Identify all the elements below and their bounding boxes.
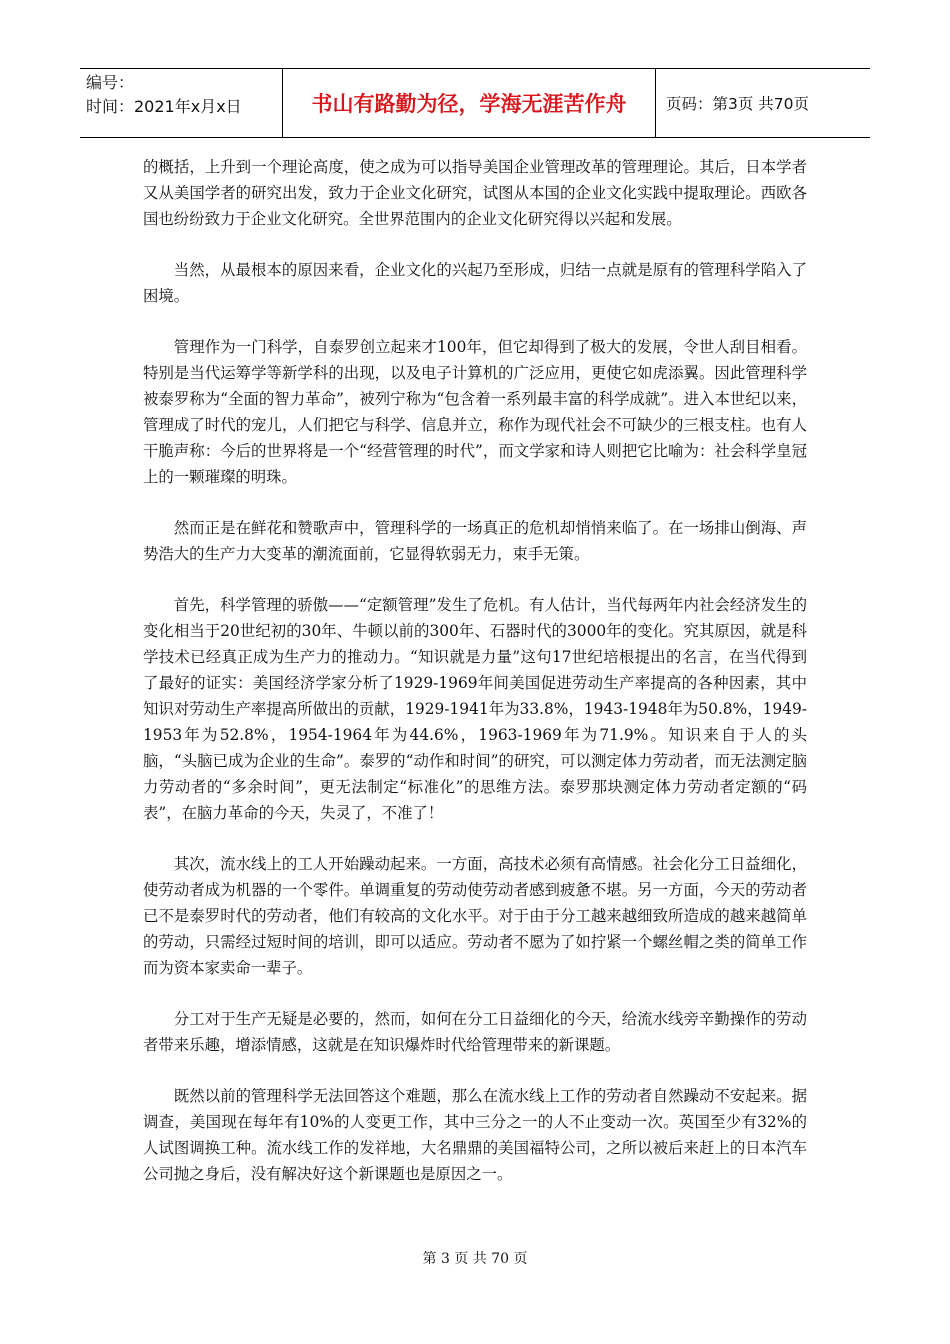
paragraph-2: 当然，从最根本的原因来看，企业文化的兴起乃至形成，归结一点就是原有的管理科学陷入了困境。 xyxy=(143,261,807,305)
header-motto: 书山有路勤为径，学海无涯苦作舟 xyxy=(282,69,656,137)
paragraph-3: 管理作为一门科学，自泰罗创立起来才100年，但它却得到了极大的发展，令世人刮目相看。特别是当代运筹学等新学科的出现，以及电子计算机的广泛应用，更使它如虎添翼。因此管理科学被泰罗称为“全面的智力革命”，被列宁称为“包含着一系列最丰富的科学成就”。进入本世纪以来，管理成了时代的宠儿，人们把它与科学、信息并立，称作为现代社会不可缺少的三根支柱。也有人干脆声称：今后的世界将是一个“经营管理的时代”，而文学家和诗人则把它比喻为：社会科学皇冠上的一颗璀璨的明珠。 xyxy=(143,338,807,486)
document-body xyxy=(143,154,807,1187)
paragraph-7: 分工对于生产无疑是必要的，然而，如何在分工日益细化的今天，给流水线旁辛勤操作的劳动者带来乐趣，增添情感，这就是在知识爆炸时代给管理带来的新课题。 xyxy=(143,1010,807,1054)
paragraph-8: 既然以前的管理科学无法回答这个难题，那么在流水线上工作的劳动者自然躁动不安起来。据调查，美国现在每年有10%的人变更工作，其中三分之一的人不止变动一次。英国至少有32%的人试图调换工种。流水线工作的发祥地，大名鼎鼎的美国福特公司，之所以被后来赶上的日本汽车公司抛之身后，没有解决好这个新课题也是原因之一。 xyxy=(143,1087,807,1183)
header-meta xyxy=(80,69,282,137)
page-footer: 第 3 页 共 70 页 xyxy=(422,1251,528,1267)
document-date: 时间：2021年x月x日 xyxy=(86,97,242,116)
paragraph-6: 其次，流水线上的工人开始躁动起来。一方面，高技术必须有高情感。社会化分工日益细化，使劳动者成为机器的一个零件。单调重复的劳动使劳动者感到疲惫不堪。另一方面，今天的劳动者已不是泰罗时代的劳动者，他们有较高的文化水平。对于由于分工越来越细致所造成的越来越简单的劳动，只需经过短时间的培训，即可以适应。劳动者不愿为了如拧紧一个螺丝帽之类的简单工作而为资本家卖命一辈子。 xyxy=(143,855,807,977)
page-header xyxy=(80,68,870,138)
paragraph-5: 首先，科学管理的骄傲——“定额管理”发生了危机。有人估计，当代每两年内社会经济发生的变化相当于20世纪初的30年、牛顿以前的300年、石器时代的3000年的变化。究其原因，就是科学技术已经真正成为生产力的推动力。“知识就是力量”这句17世纪培根提出的名言，在当代得到了最好的证实：美国经济学家分析了1929-1969年间美国促进劳动生产率提高的各种因素，其中知识对劳动生产率提高所做出的贡献，1929-1941年为33.8%，1943-1948年为50.8%，1949-1953年为52.8%，1954-1964年为44.6%，1963-1969年为71.9%。知识来自于人的头脑，“头脑已成为企业的生命”。泰罗的“动作和时间”的研究，可以测定体力劳动者，而无法测定脑力劳动者的“多余时间”，更无法制定“标准化”的思维方法。泰罗那块测定体力劳动者定额的“码表”，在脑力革命的今天，失灵了，不准了！ xyxy=(143,596,807,822)
document-id-label: 编号： xyxy=(86,73,135,92)
header-page-info: 页码：第3页 共70页 xyxy=(666,95,810,113)
paragraph-1: 的概括，上升到一个理论高度，使之成为可以指导美国企业管理改革的管理理论。其后，日本学者又从美国学者的研究出发，致力于企业文化研究，试图从本国的企业文化实践中提取理论。西欧各国也纷纷致力于企业文化研究。全世界范围内的企业文化研究得以兴起和发展。 xyxy=(143,158,807,228)
paragraph-4: 然而正是在鲜花和赞歌声中，管理科学的一场真正的危机却悄悄来临了。在一场排山倒海、声势浩大的生产力大变革的潮流面前，它显得软弱无力，束手无策。 xyxy=(143,519,807,563)
